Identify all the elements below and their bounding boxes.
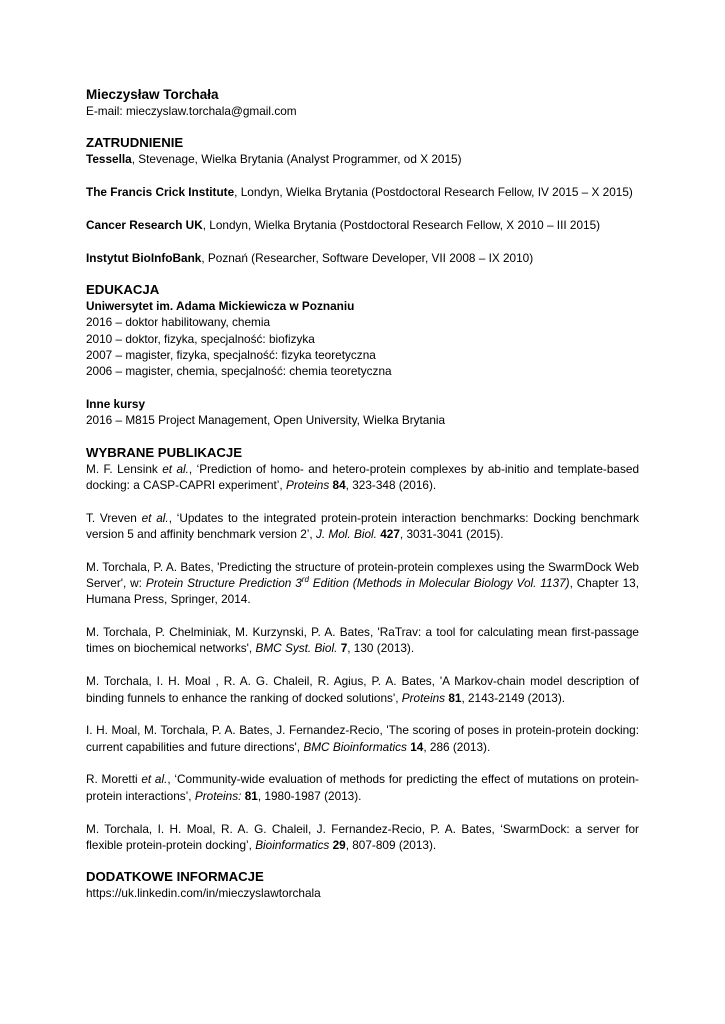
pub-volume: 84 [332,477,346,492]
employment-details: , Londyn, Wielka Brytania (Postdoctoral Research Fellow, IV 2015 – X 2015) [234,185,633,200]
publication-item [86,510,639,543]
other-courses-title: Inne kursy [86,396,146,411]
pub-volume: 7 [340,641,348,656]
cv-document [86,86,639,901]
pub-pages: , 1980-1987 (2013). [257,788,362,803]
pub-rest: , Chapter 13, Humana Press, Springer, 2014. [86,576,640,607]
pub-journal: Bioinformatics [255,837,330,852]
pub-volume: 81 [448,690,462,705]
degree-item: 2006 – magister, chemia, specjalność: chemia teoretyczna [86,364,392,379]
employment-details: , Stevenage, Wielka Brytania (Analyst Programmer, od X 2015) [131,152,462,167]
pub-journal: Proteins: [194,788,242,803]
employment-details: , Londyn, Wielka Brytania (Postdoctoral Research Fellow, X 2010 – III 2015) [202,217,601,232]
employer-name: Tessella [86,152,132,167]
pub-authors: M. F. Lensink [86,461,163,476]
pub-etal: et al. [162,461,189,476]
pub-authors: T. Vreven [86,510,142,525]
pub-pages: , 3031-3041 (2015). [399,526,504,541]
course-item: 2016 – M815 Project Management, Open University, Wielka Brytania [86,413,446,428]
pub-authors: M. Torchala, P. A. Bates, 'Predicting the structure of protein-protein complexes using the SwarmDock Web Server', w: [86,559,639,591]
email-line: E-mail: mieczyslaw.torchala@gmail.com [86,104,297,118]
pub-journal: Proteins [401,690,446,705]
pub-volume: 427 [380,526,400,541]
degree-item: 2007 – magister, fizyka, specjalność: fizyka teoretyczna [86,347,376,362]
pub-pages: , 323-348 (2016). [345,477,437,492]
employer-name: Cancer Research UK [86,217,203,232]
degree-item: 2016 – doktor habilitowany, chemia [86,315,271,330]
employment-details: , Poznań (Researcher, Software Developer, VII 2008 – IX 2010) [201,250,534,265]
pub-etal: et al. [141,510,169,525]
section-title-education: EDUKACJA [86,281,160,297]
spacer [86,379,639,396]
pub-pages: , 286 (2013). [423,739,491,754]
pub-etal: et al. [141,772,168,787]
university-name: Uniwersytet im. Adama Mickiewicza w Poznaniu [86,298,355,313]
section-title-additional: DODATKOWE INFORMACJE [86,869,264,885]
degree-item: 2010 – doktor, fizyka, specjalność: biofizyka [86,331,315,346]
pub-book-rest: Edition (Methods in Molecular Biology Vol. 1137) [308,576,570,591]
pub-volume: 29 [332,837,346,852]
employment-item [86,250,639,266]
pub-pages: , 807-809 (2013). [345,837,437,852]
pub-title: , ‘Updates to the integrated protein-protein interaction benchmarks: Docking benchmark version 5 and affinity benchmark version 2’, [86,510,640,541]
pub-volume: 81 [244,788,258,803]
pub-title: , ‘Prediction of homo- and hetero-protein complexes by ab-initio and template-based docking: a CASP-CAPRI experiment’, [86,461,640,492]
pub-journal: BMC Syst. Biol. [255,641,338,656]
pub-title: , ‘Community-wide evaluation of methods for predicting the effect of mutations on protein-protein interactions’, [86,772,639,803]
publication-item [86,771,639,804]
linkedin-link[interactable]: https://uk.linkedin.com/in/mieczyslawtorchala [86,886,321,901]
employment-item [86,184,639,200]
person-name: Mieczysław Torchała [86,87,219,102]
employment-item [86,151,639,167]
pub-journal: J. Mol. Biol. [315,526,377,541]
employment-item [86,217,639,233]
pub-authors: R. Moretti [86,772,142,787]
pub-pages: , 2143-2149 (2013). [461,690,566,705]
publication-item [86,461,639,494]
publication-item [86,673,639,706]
pub-journal: BMC Bioinformatics [303,739,407,754]
pub-book-title: Protein Structure Prediction 3 [145,576,302,591]
section-title-employment: ZATRUDNIENIE [86,135,184,151]
employer-name: The Francis Crick Institute [86,185,235,200]
pub-pages: , 130 (2013). [347,641,415,656]
pub-authors: M. Torchala, I. H. Moal , R. A. G. Chaleil, R. Agius, P. A. Bates, 'A Markov-chain model description of binding funnels to enhance the ranking of docked solutions', [86,674,639,705]
pub-book-sup: rd [301,575,309,585]
pub-journal: Proteins [285,477,330,492]
pub-book [146,576,570,590]
employer-name: Instytut BioInfoBank [86,250,202,265]
section-title-publications: WYBRANE PUBLIKACJE [86,444,243,460]
publication-item [86,559,639,608]
pub-authors: M. Torchala, P. Chelminiak, M. Kurzynski, P. A. Bates, 'RaTrav: a tool for calculating mean first-passage times on biochemical networks', [86,625,639,656]
pub-authors: M. Torchala, I. H. Moal, R. A. G. Chaleil, J. Fernandez-Recio, P. A. Bates, ‘SwarmDock: a server for flexible protein-protein docking’, [86,821,639,852]
publication-item [86,821,639,854]
pub-volume: 14 [410,739,424,754]
pub-authors: I. H. Moal, M. Torchala, P. A. Bates, J. Fernandez-Recio, 'The scoring of poses in protein-protein docking: current capabilities and future directions', [86,723,639,754]
publication-item [86,722,639,755]
publication-item [86,624,639,657]
